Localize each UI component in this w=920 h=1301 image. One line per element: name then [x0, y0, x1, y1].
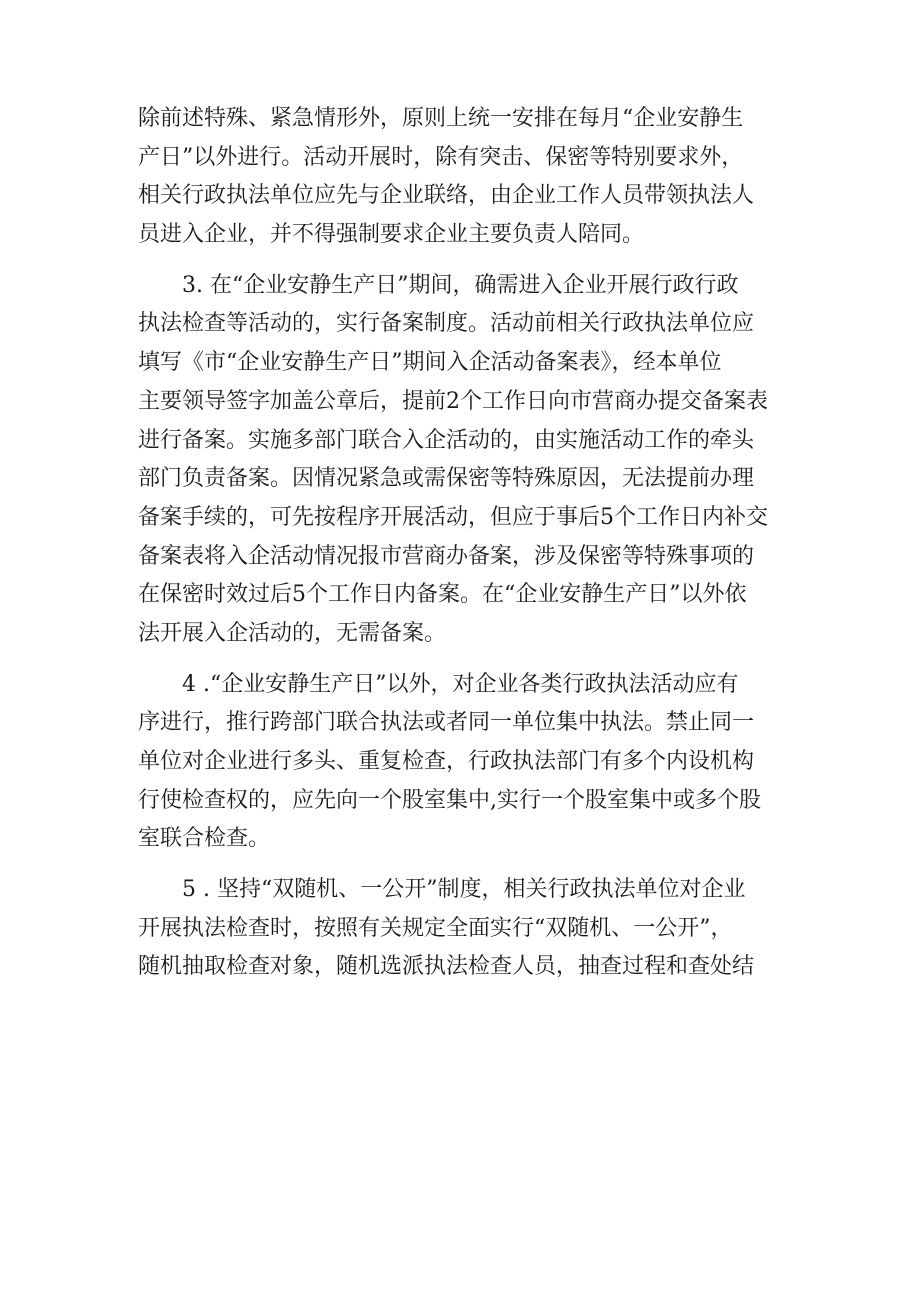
text-line: 法开展入企活动的，无需备案。 [138, 620, 447, 646]
text-line: 在保密时效过后5个工作日内备案。在“企业安静生产日”以外依 [138, 582, 747, 608]
text-line: 5 . 坚持“双随机、一公开”制度，相关行政执法单位对企业 [182, 877, 746, 903]
text-line: 员进入企业，并不得强制要求企业主要负责人陪同。 [138, 222, 645, 248]
text-line: 产日”以外进行。活动开展时，除有突击、保密等特别要求外， [138, 144, 744, 170]
text-line: 开展执法检查时，按照有关规定全面实行“双随机、一公开”， [138, 915, 733, 941]
text-line: 执法检查等活动的，实行备案制度。活动前相关行政执法单位应 [138, 311, 755, 337]
text-line: 序进行，推行跨部门联合执法或者同一单位集中执法。禁止同一 [138, 710, 755, 736]
text-line: 除前述特殊、紧急情形外，原则上统一安排在每月“企业安静生 [138, 106, 744, 131]
paragraph-item-5 [138, 871, 798, 987]
text-line: 单位对企业进行多头、重复检查，行政执法部门有多个内设机构 [138, 749, 755, 774]
text-line: 相关行政执法单位应先与企业联络，由企业工作人员带领执法人 [138, 183, 755, 209]
text-line: 随机抽取检查对象，随机选派执法检查人员，抽查过程和查处结 [138, 954, 755, 980]
paragraph-item-4 [138, 666, 798, 859]
document-body [138, 100, 798, 987]
text-line: 室联合检查。 [138, 826, 271, 852]
text-line: 行使检查权的，应先向一个股室集中,实行一个股室集中或多个股 [138, 787, 761, 813]
paragraph-continuation [138, 100, 798, 255]
text-line: 填写《市“企业安静生产日”期间入企活动备案表》，经本单位 [138, 350, 722, 376]
text-line: 主要领导签字加盖公章后，提前2个工作日向市营商办提交备案表 [138, 388, 768, 414]
text-line: 进行备案。实施多部门联合入企活动的，由实施活动工作的牵头 [138, 427, 755, 453]
text-line: 4 .“企业安静生产日”以外，对企业各类行政执法活动应有 [182, 671, 739, 697]
text-line: 3. 在“企业安静生产日”期间，确需进入企业开展行政行政 [182, 272, 739, 298]
text-line: 部门负责备案。因情况紧急或需保密等特殊原因，无法提前办理 [138, 466, 755, 492]
text-line: 备案手续的，可先按程序开展活动，但应于事后5个工作日内补交 [138, 504, 768, 530]
text-line: 备案表将入企活动情况报市营商办备案，涉及保密等特殊事项的 [138, 543, 755, 569]
paragraph-item-3 [138, 267, 798, 654]
